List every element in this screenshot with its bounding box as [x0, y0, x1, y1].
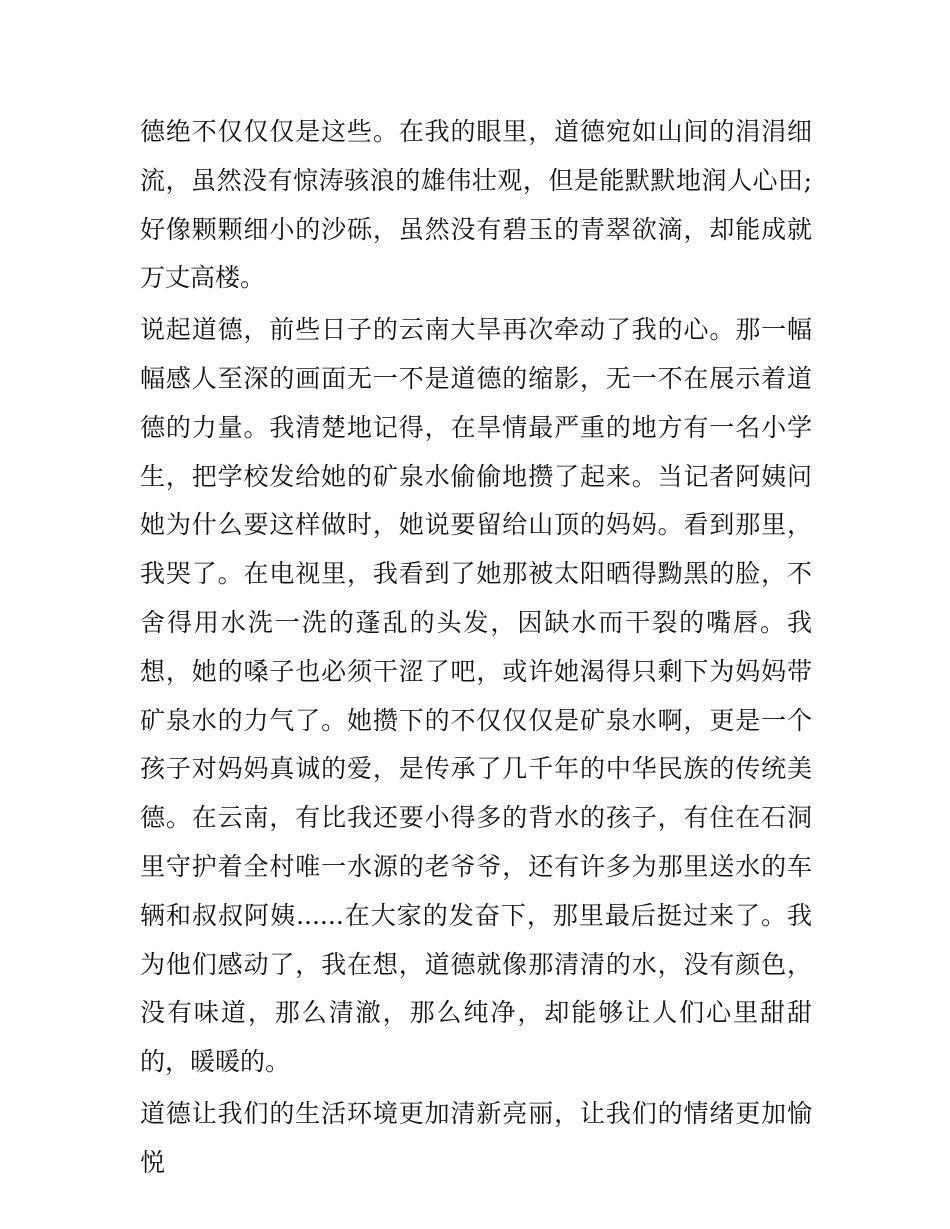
paragraph-1: 德绝不仅仅仅是这些。在我的眼里，道德宛如山间的涓涓细流，虽然没有惊涛骇浪的雄伟壮观，但是能默默地润人心田;好像颗颗细小的沙砾，虽然没有碧玉的青翠欲滴，却能成就万丈高楼。 — [140, 117, 812, 293]
document-body — [140, 108, 812, 1191]
paragraph-2: 说起道德，前些日子的云南大旱再次牵动了我的心。那一幅幅感人至深的画面无一不是道德的缩影，无一不在展示着道德的力量。我清楚地记得，在旱情最严重的地方有一名小学生，把学校发给她的矿泉水偷偷地攒了起来。当记者阿姨问她为什么要这样做时，她说要留给山顶的妈妈。看到那里，我哭了。在电视里，我看到了她那被太阳晒得黝黑的脸，不舍得用水洗一洗的蓬乱的头发，因缺水而干裂的嘴唇。我想，她的嗓子也必须干涩了吧，或许她渴得只剩下为妈妈带矿泉水的力气了。她攒下的不仅仅仅是矿泉水啊，更是一个孩子对妈妈真诚的爱，是传承了几千年的中华民族的传统美德。在云南，有比我还要小得多的背水的孩子，有住在石洞里守护着全村唯一水源的老爷爷，还有许多为那里送水的车辆和叔叔阿姨......在大家的发奋下，那里最后挺过来了。我为他们感动了，我在想，道德就像那清清的水，没有颜色，没有味道，那么清澈，那么纯净，却能够让人们心里甜甜的，暖暖的。 — [140, 315, 812, 1077]
paragraph-3: 道德让我们的生活环境更加清新亮丽，让我们的情绪更加愉悦 — [140, 1098, 812, 1177]
